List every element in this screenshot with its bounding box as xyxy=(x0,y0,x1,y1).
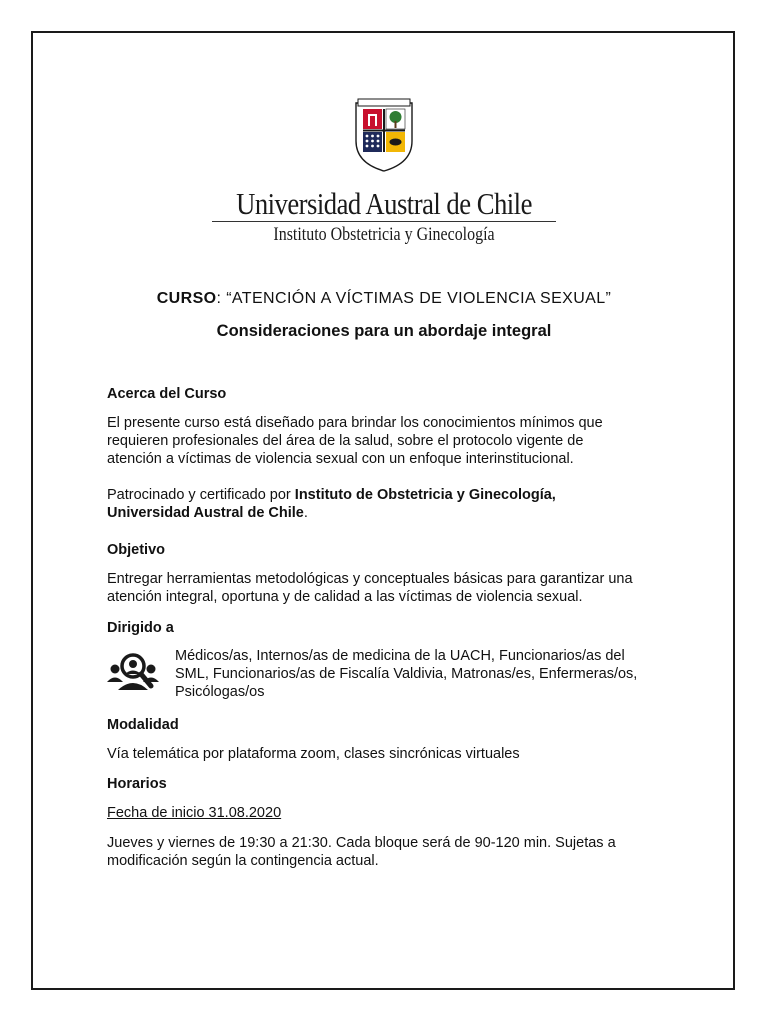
audience-paragraph xyxy=(175,647,685,701)
university-crest-logo xyxy=(352,97,416,173)
sponsor-university: Universidad Austral de Chile xyxy=(107,505,304,521)
audience-line: Médicos/as, Internos/as de medicina de la UACH, Funcionarios/as del xyxy=(175,648,625,664)
header-divider xyxy=(212,221,556,222)
schedule-line: Jueves y viernes de 19:30 a 21:30. Cada bloque será de 90-120 min. Sujetas a xyxy=(107,835,616,851)
sponsor-prefix: Patrocinado y certificado por xyxy=(107,487,295,503)
people-search-icon xyxy=(107,652,159,694)
sponsor-paragraph xyxy=(107,486,667,522)
university-name: Universidad Austral de Chile xyxy=(236,186,532,221)
about-line: El presente curso está diseñado para brindar los conocimientos mínimos que xyxy=(107,415,603,431)
sponsor-institute: Instituto de Obstetricia y Ginecología, xyxy=(294,487,556,503)
department-name: Instituto Obstetricia y Ginecología xyxy=(273,224,495,245)
schedule-line: modificación según la contingencia actual. xyxy=(107,853,379,869)
schedule-heading: Horarios xyxy=(107,776,167,792)
audience-line: SML, Funcionarios/as de Fiscalía Valdivia, Matronas/es, Enfermeras/os, xyxy=(175,666,638,682)
modality-text: Vía telemática por plataforma zoom, clases sincrónicas virtuales xyxy=(107,746,520,762)
objective-paragraph xyxy=(107,570,667,606)
about-line: requieren profesionales del área de la salud, sobre el protocolo vigente de xyxy=(107,433,584,449)
objective-line: atención integral, oportuna y de calidad a las víctimas de violencia sexual. xyxy=(107,589,583,605)
sponsor-suffix: . xyxy=(303,505,308,521)
course-title xyxy=(0,290,768,308)
about-heading: Acerca del Curso xyxy=(107,386,227,402)
start-date-text: Fecha de inicio 31.08.2020 xyxy=(107,805,282,821)
course-title-text: : “ATENCIÓN A VÍCTIMAS DE VIOLENCIA SEXUAL” xyxy=(216,290,612,307)
schedule-paragraph xyxy=(107,834,667,870)
course-subtitle: Consideraciones para un abordaje integral xyxy=(216,322,552,340)
audience-line: Psicólogas/os xyxy=(175,684,265,700)
about-line: atención a víctimas de violencia sexual con un enfoque interinstitucional. xyxy=(107,451,574,467)
modality-heading: Modalidad xyxy=(107,717,179,733)
audience-heading: Dirigido a xyxy=(107,620,174,636)
about-paragraph xyxy=(107,414,667,468)
objective-line: Entregar herramientas metodológicas y conceptuales básicas para garantizar una xyxy=(107,571,633,587)
start-date xyxy=(107,804,667,822)
course-label: CURSO xyxy=(156,290,217,307)
objective-heading: Objetivo xyxy=(107,542,166,558)
